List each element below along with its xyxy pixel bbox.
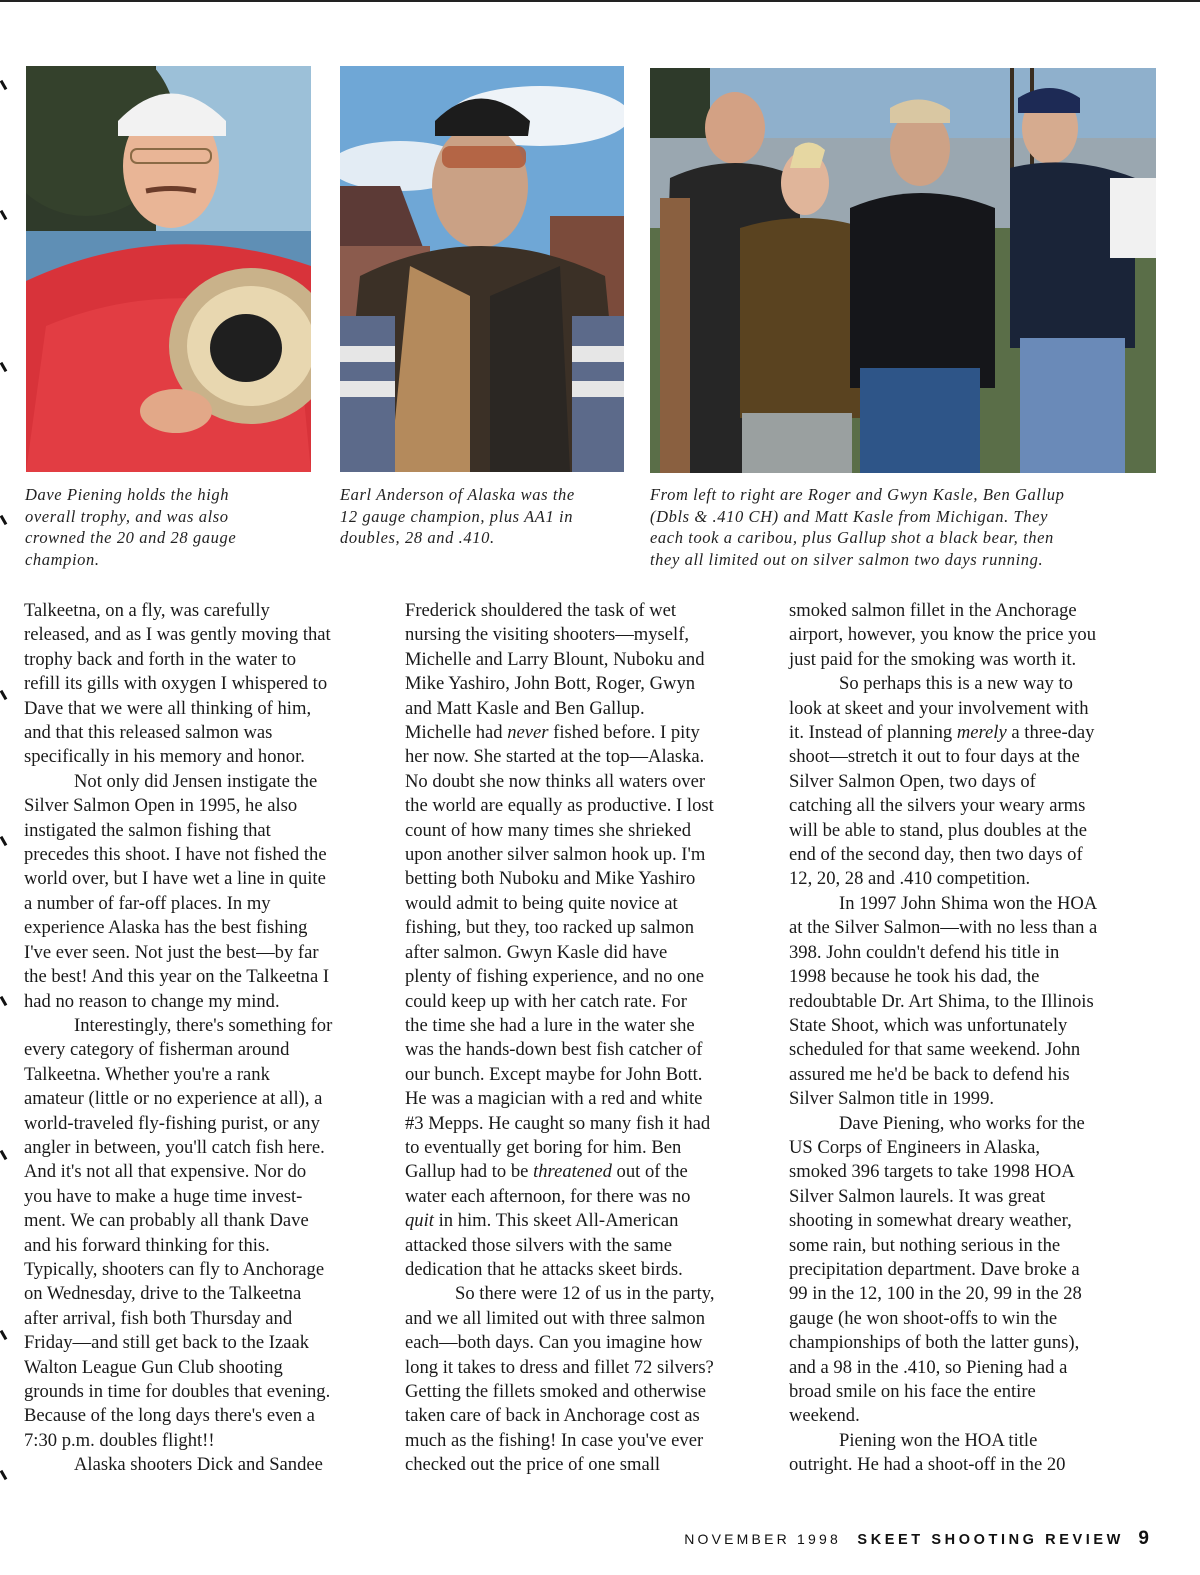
article-line	[24, 1429, 386, 1453]
article-text: and a 98 in the .410, so Piening had a	[789, 1356, 1068, 1378]
article-line	[789, 1258, 1161, 1282]
article-line	[405, 1380, 770, 1404]
scan-mark	[0, 1330, 7, 1340]
article-text: No doubt she now thinks all waters over	[405, 770, 706, 792]
article-text: checked out the price of one small	[405, 1454, 661, 1476]
article-text: catching all the silvers your weary arms	[789, 795, 1086, 817]
article-text: shooting in somewhat dreary weather,	[789, 1210, 1072, 1232]
caption-line: each took a caribou, plus Gallup shot a black bear, then	[650, 528, 1054, 547]
article-text: Silver Salmon Open, two days of	[789, 770, 1036, 792]
article-text: at the Silver Salmon—with no less than a	[789, 917, 1098, 939]
article-line	[405, 1038, 770, 1062]
article-line	[24, 1356, 386, 1380]
article-text: redoubtable Dr. Art Shima, to the Illinois	[789, 990, 1094, 1012]
scan-mark	[0, 210, 7, 220]
article-line	[789, 941, 1161, 965]
article-emphasis: merely	[956, 722, 1007, 744]
article-line	[24, 1380, 386, 1404]
article-column-1	[24, 599, 386, 1478]
article-text: Dave Piening, who works for the	[839, 1112, 1085, 1134]
article-text: 1998 because he took his dad, the	[789, 966, 1040, 988]
article-column-2	[405, 599, 770, 1478]
photo-dave-piening	[26, 66, 311, 472]
top-rule	[0, 0, 1200, 2]
article-line	[789, 1307, 1161, 1331]
article-line	[405, 721, 770, 745]
caption-line: doubles, 28 and .410.	[340, 528, 495, 547]
article-line	[405, 1258, 770, 1282]
article-line	[24, 745, 386, 769]
article-text: broad smile on his face the entire	[789, 1381, 1036, 1402]
article-text: our bunch. Except maybe for John Bott.	[405, 1063, 703, 1085]
article-text: Silver Salmon Open in 1995, he also	[24, 795, 298, 817]
article-text: #3 Mepps. He caught so many fish it had	[405, 1112, 711, 1134]
article-line	[789, 965, 1161, 989]
article-line	[24, 648, 386, 672]
article-line	[789, 990, 1161, 1014]
article-line	[789, 1014, 1161, 1038]
article-line	[789, 648, 1161, 672]
article-line	[405, 1185, 770, 1209]
scan-mark	[0, 1470, 7, 1480]
article-text: experience Alaska has the best fishing	[24, 917, 308, 939]
article-line	[405, 1356, 770, 1380]
article-emphasis: threatened	[533, 1161, 612, 1183]
article-text: Friday—and still get back to the Izaak	[24, 1332, 310, 1354]
scan-mark	[0, 80, 7, 90]
article-text: count of how many times she shrieked	[405, 819, 692, 841]
article-line	[789, 1209, 1161, 1233]
caption-photo-3	[650, 484, 1180, 570]
article-line	[789, 1160, 1161, 1184]
article-line	[24, 965, 386, 989]
article-line	[789, 1429, 1161, 1453]
article-text: amateur (little or no experience at all), a	[24, 1088, 323, 1110]
article-line	[24, 1136, 386, 1160]
article-line	[24, 1404, 386, 1428]
article-line	[789, 1038, 1161, 1062]
article-line	[405, 1112, 770, 1136]
article-text: taken care of back in Anchorage cost as	[405, 1405, 700, 1427]
article-line	[405, 916, 770, 940]
article-line	[405, 745, 770, 769]
scan-mark	[0, 836, 7, 846]
article-line	[24, 721, 386, 745]
article-line	[24, 819, 386, 843]
article-text: And it's not all that expensive. Nor do	[24, 1161, 307, 1183]
article-line	[24, 916, 386, 940]
article-text: just paid for the smoking was worth it.	[789, 648, 1077, 670]
article-line	[789, 916, 1161, 940]
article-line	[24, 623, 386, 647]
article-line	[24, 697, 386, 721]
article-line	[789, 599, 1161, 623]
article-line	[789, 1185, 1161, 1209]
article-line	[405, 990, 770, 1014]
article-text: in him. This skeet All-American	[433, 1210, 679, 1232]
article-text: Michelle and Larry Blount, Nuboku and	[405, 648, 705, 670]
article-line	[405, 672, 770, 696]
article-line	[24, 1063, 386, 1087]
article-line	[24, 1185, 386, 1209]
article-text: her now. She started at the top—Alaska.	[405, 746, 705, 768]
article-line	[789, 1087, 1161, 1111]
article-text: gauge (he won shoot-offs to win the	[789, 1307, 1058, 1329]
article-line	[405, 1307, 770, 1331]
article-line	[24, 1331, 386, 1355]
article-line	[405, 770, 770, 794]
article-text: it. Instead of planning	[789, 722, 957, 744]
article-line	[24, 1112, 386, 1136]
article-text: 99 in the 12, 100 in the 20, 99 in the 28	[789, 1283, 1082, 1305]
article-text: Piening won the HOA title	[839, 1429, 1038, 1451]
article-line	[24, 941, 386, 965]
article-text: assured me he'd be back to defend his	[789, 1063, 1070, 1085]
article-text: the world are equally as productive. I lost	[405, 795, 714, 817]
article-line	[405, 1014, 770, 1038]
article-text: water each afternoon, for there was no	[405, 1185, 691, 1207]
article-text: dedication that he attacks skeet birds.	[405, 1258, 683, 1280]
article-line	[24, 1014, 386, 1038]
article-text: betting both Nuboku and Mike Yashiro	[405, 868, 696, 890]
article-text: look at skeet and your involvement with	[789, 697, 1089, 719]
article-column-3	[789, 599, 1161, 1478]
article-line	[405, 623, 770, 647]
article-line	[24, 990, 386, 1014]
article-line	[24, 1258, 386, 1282]
article-text: Getting the fillets smoked and otherwise	[405, 1381, 707, 1402]
article-line	[405, 1234, 770, 1258]
article-line	[24, 599, 386, 623]
article-line	[789, 697, 1161, 721]
article-line	[24, 1234, 386, 1258]
article-line	[789, 672, 1161, 696]
article-line	[405, 599, 770, 623]
article-text: So there were 12 of us in the party,	[455, 1283, 715, 1305]
article-line	[405, 1160, 770, 1184]
article-line	[789, 1453, 1161, 1477]
article-text: much as the fishing! In case you've ever	[405, 1429, 704, 1451]
article-text: trophy back and forth in the water to	[24, 648, 297, 670]
article-line	[405, 794, 770, 818]
page-footer	[0, 1528, 1149, 1550]
article-text: the time she had a lure in the water she	[405, 1014, 695, 1036]
article-text: smoked 396 targets to take 1998 HOA	[789, 1161, 1075, 1183]
article-text: championships of both the latter guns),	[789, 1332, 1080, 1354]
article-text: Gallup had to be	[405, 1161, 534, 1183]
article-text: the best! And this year on the Talkeetna I	[24, 966, 330, 988]
article-line	[789, 1404, 1161, 1428]
article-text: Silver Salmon title in 1999.	[789, 1088, 995, 1110]
article-line	[789, 1112, 1161, 1136]
article-line	[789, 892, 1161, 916]
article-text: weekend.	[789, 1405, 860, 1427]
article-line	[789, 623, 1161, 647]
article-text: world over, but I have wet a line in quite	[24, 868, 326, 890]
article-text: each—both days. Can you imagine how	[405, 1332, 703, 1354]
article-text: refill its gills with oxygen I whispered to	[24, 673, 328, 695]
article-text: and that this released salmon was	[24, 722, 273, 744]
article-text: a number of far-off places. In my	[24, 892, 271, 914]
article-text: upon another silver salmon hook up. I'm	[405, 844, 706, 866]
issue-date: NOVEMBER 1998	[684, 1531, 841, 1547]
article-line	[789, 1063, 1161, 1087]
caption-line: Earl Anderson of Alaska was the	[340, 485, 575, 504]
article-line	[405, 819, 770, 843]
article-text: will be able to stand, plus doubles at the	[789, 819, 1087, 841]
article-line	[789, 794, 1161, 818]
article-line	[405, 648, 770, 672]
article-line	[789, 1356, 1161, 1380]
article-text: to eventually get boring for him. Ben	[405, 1136, 682, 1158]
article-line	[24, 672, 386, 696]
article-text: outright. He had a shoot-off in the 20	[789, 1454, 1066, 1476]
article-text: precipitation department. Dave broke a	[789, 1258, 1080, 1280]
article-text: fishing, but they, too racked up salmon	[405, 917, 695, 939]
scan-mark	[0, 362, 7, 372]
article-line	[24, 1087, 386, 1111]
article-line	[789, 1380, 1161, 1404]
caption-photo-1	[25, 484, 315, 570]
article-emphasis: never	[507, 722, 549, 744]
article-line	[24, 794, 386, 818]
article-text: on Wednesday, drive to the Talkeetna	[24, 1283, 302, 1305]
article-text: Silver Salmon laurels. It was great	[789, 1185, 1046, 1207]
caption-photo-2	[340, 484, 630, 549]
article-line	[405, 1063, 770, 1087]
article-line	[789, 1136, 1161, 1160]
scan-mark	[0, 996, 7, 1006]
caption-line: they all limited out on silver salmon two days running.	[650, 549, 1044, 569]
article-text: shoot—stretch it out to four days at the	[789, 746, 1080, 768]
article-text: ment. We can probably all thank Dave	[24, 1210, 309, 1232]
article-text: instigated the salmon fishing that	[24, 819, 271, 841]
article-line	[405, 1429, 770, 1453]
article-text: In 1997 John Shima won the HOA	[839, 892, 1098, 914]
article-line	[405, 941, 770, 965]
article-text: I've ever seen. Not just the best—by far	[24, 941, 319, 963]
article-text: would admit to being quite novice at	[405, 892, 678, 914]
article-text: He was a magician with a red and white	[405, 1088, 703, 1110]
article-text: Alaska shooters Dick and Sandee	[74, 1454, 323, 1476]
article-text: Michelle had	[405, 722, 508, 744]
article-text: US Corps of Engineers in Alaska,	[789, 1136, 1040, 1158]
article-text: State Shoot, which was unfortunately	[789, 1014, 1068, 1036]
article-text: Talkeetna. Whether you're a rank	[24, 1063, 270, 1085]
article-text: grounds in time for doubles that evening.	[24, 1381, 331, 1402]
article-text: Walton League Gun Club shooting	[24, 1356, 283, 1378]
article-line	[789, 745, 1161, 769]
article-text: angler in between, you'll catch fish here.	[24, 1136, 325, 1158]
article-text: some rain, but nothing serious in the	[789, 1234, 1061, 1256]
page-number: 9	[1138, 1528, 1149, 1549]
article-text: 7:30 p.m. doubles flight!!	[24, 1429, 215, 1451]
caption-line: crowned the 20 and 28 gauge	[25, 528, 237, 547]
article-text: 12, 20, 28 and .410 competition.	[789, 868, 1031, 890]
article-line	[789, 843, 1161, 867]
article-text: nursing the visiting shooters—myself,	[405, 624, 690, 646]
article-text: released, and as I was gently moving that	[24, 624, 331, 646]
scan-mark	[0, 515, 7, 525]
article-line	[789, 1282, 1161, 1306]
article-text: and we all limited out with three salmon	[405, 1307, 706, 1329]
article-line	[789, 867, 1161, 891]
article-text: world-traveled fly-fishing purist, or any	[24, 1112, 320, 1134]
caption-line: From left to right are Roger and Gwyn Kasle, Ben Gallup	[650, 485, 1065, 504]
article-text: Dave that we were all thinking of him,	[24, 697, 312, 719]
scan-mark	[0, 690, 7, 700]
article-text: and his forward thinking for this.	[24, 1234, 270, 1256]
caption-line: champion.	[25, 549, 100, 569]
article-text: could keep up with her catch rate. For	[405, 990, 687, 1012]
article-text: So perhaps this is a new way to	[839, 673, 1073, 695]
article-line	[789, 819, 1161, 843]
article-line	[789, 770, 1161, 794]
article-text: 398. John couldn't defend his title in	[789, 941, 1060, 963]
article-line	[24, 1307, 386, 1331]
article-text: was the hands-down best fish catcher of	[405, 1039, 703, 1061]
article-line	[405, 867, 770, 891]
article-line	[24, 1209, 386, 1233]
article-text: after salmon. Gwyn Kasle did have	[405, 941, 668, 963]
caption-line: 12 gauge champion, plus AA1 in	[340, 506, 574, 526]
article-text: Talkeetna, on a fly, was carefully	[24, 600, 270, 621]
caption-line: overall trophy, and was also	[25, 506, 229, 526]
article-text: end of the second day, then two days of	[789, 844, 1083, 866]
article-text: attacked those silvers with the same	[405, 1234, 672, 1256]
article-text: specifically in his memory and honor.	[24, 746, 305, 768]
caption-line: (Dbls & .410 CH) and Matt Kasle from Michigan. They	[650, 506, 1049, 526]
article-line	[405, 1209, 770, 1233]
article-text: long it takes to dress and fillet 72 silvers?	[405, 1356, 714, 1378]
article-line	[405, 1331, 770, 1355]
article-text: out of the	[611, 1161, 688, 1183]
article-text: precedes this shoot. I have not fished the	[24, 844, 327, 866]
article-line	[405, 1404, 770, 1428]
article-text: and Matt Kasle and Ben Gallup.	[405, 697, 645, 719]
article-text: plenty of fishing experience, and no one	[405, 966, 704, 988]
article-line	[789, 1234, 1161, 1258]
article-text: Interestingly, there's something for	[74, 1014, 333, 1036]
caption-line: Dave Piening holds the high	[25, 485, 230, 504]
article-text: Frederick shouldered the task of wet	[405, 600, 677, 621]
article-line	[405, 1453, 770, 1477]
article-line	[405, 892, 770, 916]
article-line	[24, 843, 386, 867]
article-line	[24, 1038, 386, 1062]
article-text: Mike Yashiro, John Bott, Roger, Gwyn	[405, 673, 696, 695]
article-line	[405, 1087, 770, 1111]
article-text: had no reason to change my mind.	[24, 990, 280, 1012]
article-line	[405, 965, 770, 989]
article-line	[24, 867, 386, 891]
article-text: Because of the long days there's even a	[24, 1405, 315, 1427]
article-line	[24, 892, 386, 916]
article-line	[24, 1282, 386, 1306]
article-line	[405, 1136, 770, 1160]
photo-earl-anderson	[340, 66, 624, 472]
article-text: smoked salmon fillet in the Anchorage	[789, 600, 1077, 621]
article-line	[405, 1282, 770, 1306]
article-line	[405, 843, 770, 867]
article-line	[789, 1331, 1161, 1355]
photo-kasle-gallup-group	[650, 68, 1156, 473]
article-text: Not only did Jensen instigate the	[74, 770, 318, 792]
article-text: you have to make a huge time invest-	[24, 1185, 303, 1207]
article-emphasis: quit	[405, 1210, 434, 1232]
article-text: Typically, shooters can fly to Anchorage	[24, 1258, 325, 1280]
article-text: after arrival, fish both Thursday and	[24, 1307, 293, 1329]
article-line	[24, 1160, 386, 1184]
article-line	[789, 721, 1161, 745]
article-line	[405, 697, 770, 721]
article-text: airport, however, you know the price you	[789, 624, 1096, 646]
article-text: every category of fisherman around	[24, 1039, 290, 1061]
scan-mark	[0, 1150, 7, 1160]
article-text: fished before. I pity	[548, 722, 700, 744]
article-line	[24, 1453, 386, 1477]
article-text: a three-day	[1006, 722, 1095, 744]
magazine-title: SKEET SHOOTING REVIEW	[857, 1532, 1124, 1548]
article-line	[24, 770, 386, 794]
article-text: scheduled for that same weekend. John	[789, 1039, 1081, 1061]
